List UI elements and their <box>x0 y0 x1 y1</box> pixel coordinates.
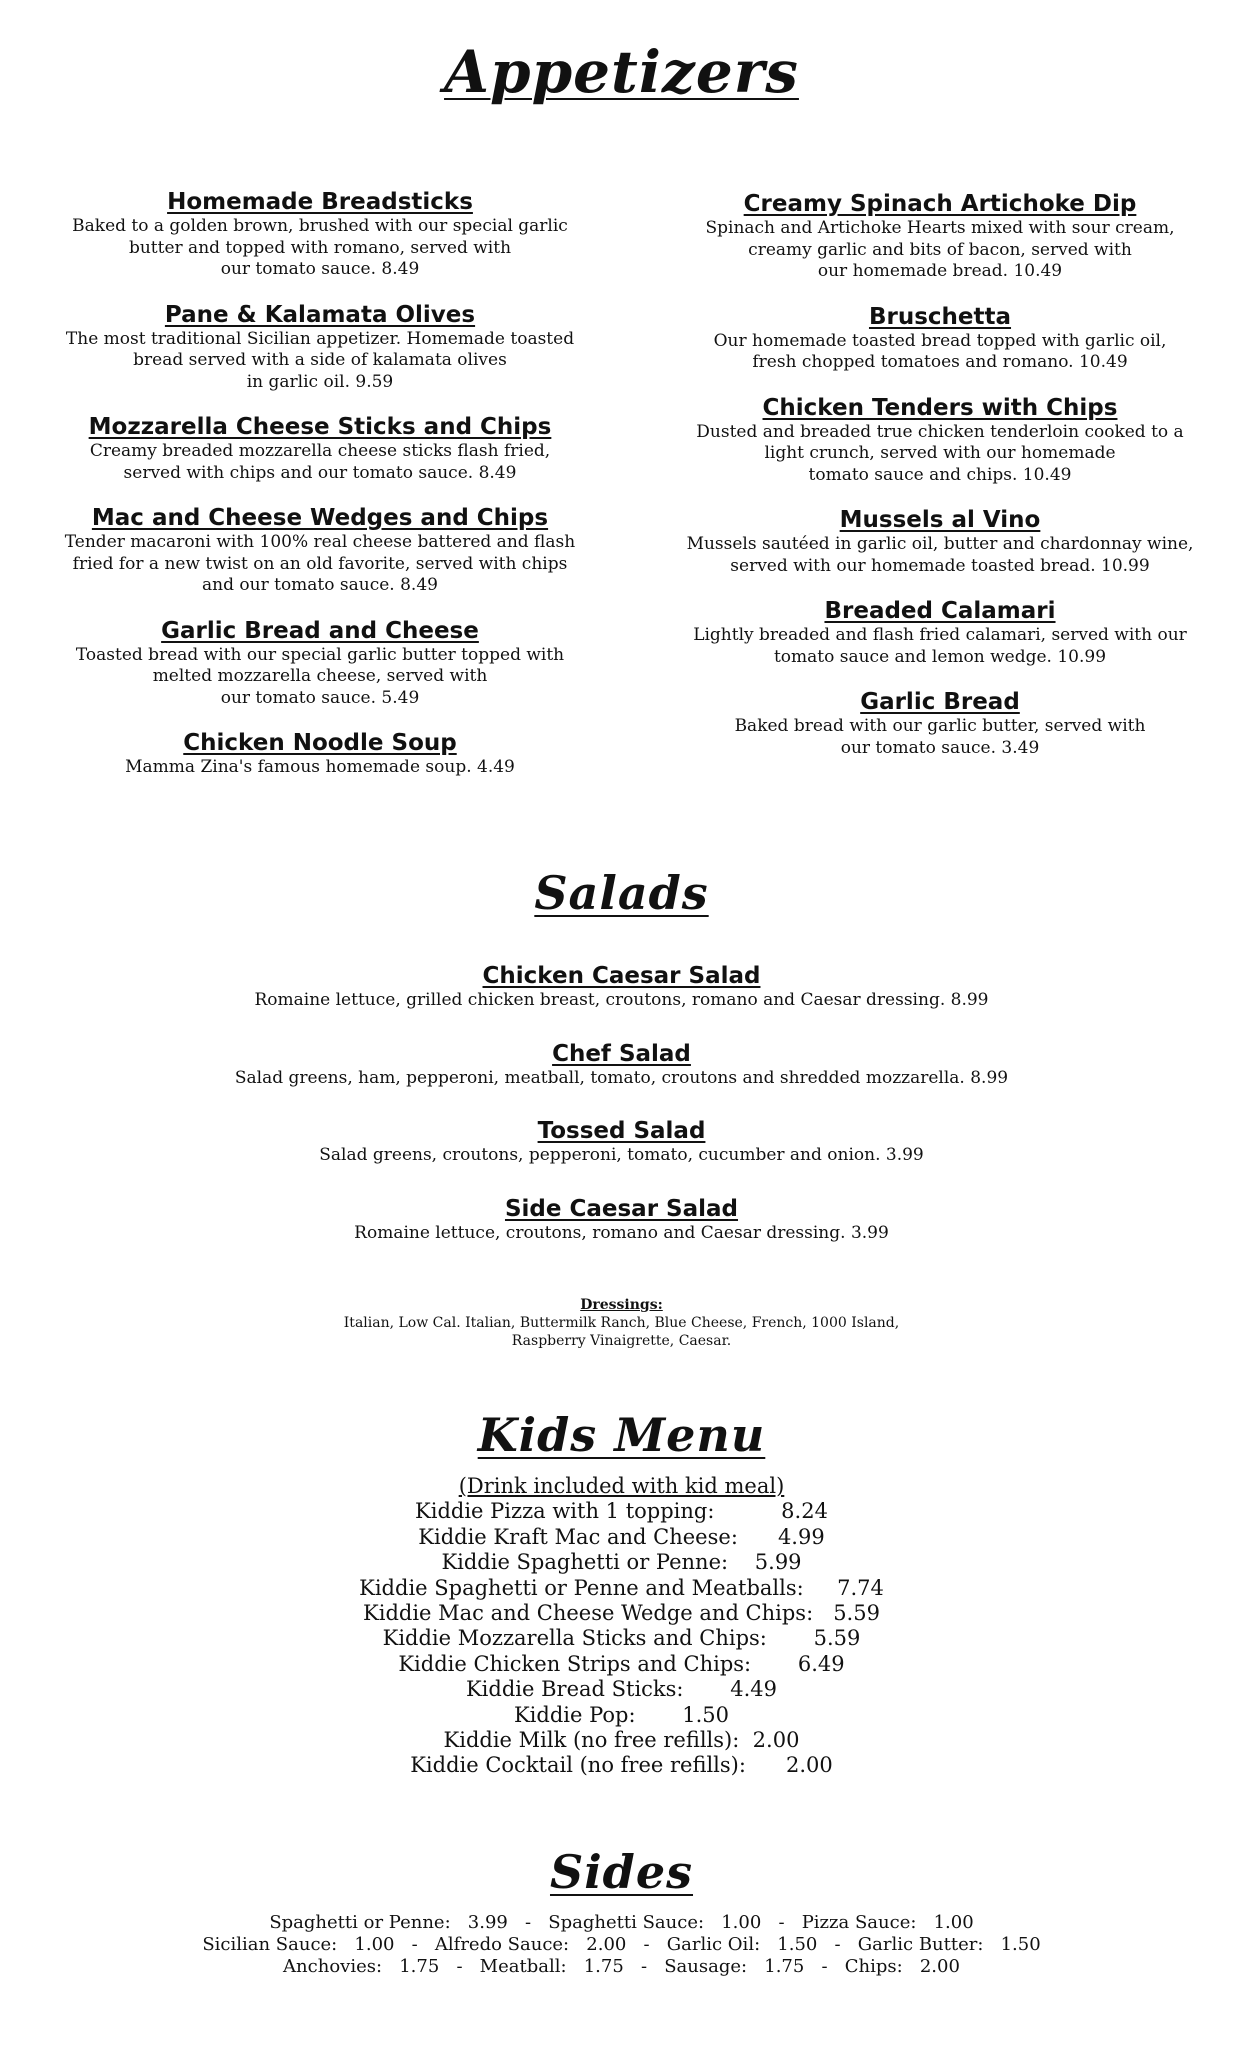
item-description: Creamy breaded mozzarella cheese sticks flash fried, served with chips and our tomato sauce. 8.49 <box>89 441 551 483</box>
kids-menu-item: Kiddie Bread Sticks: 4.49 <box>465 1677 777 1702</box>
item-description: Spinach and Artichoke Hearts mixed with sour cream, creamy garlic and bits of bacon, served with our homemade bread. 10.49 <box>705 218 1175 281</box>
menu-item <box>0 962 1243 1012</box>
kids-menu-item: Kiddie Chicken Strips and Chips: 6.49 <box>398 1651 845 1676</box>
kids-menu-item: Kiddie Milk (no free refills): 2.00 <box>443 1728 800 1753</box>
item-description: Our homemade toasted bread topped with garlic oil, fresh chopped tomatoes and romano. 10.49 <box>713 330 1167 372</box>
item-description: Lightly breaded and flash fried calamari, served with our tomato sauce and lemon wedge. 10.99 <box>693 625 1187 667</box>
menu-item <box>0 1040 1243 1090</box>
menu-item <box>40 729 600 779</box>
kids-menu-item: Kiddie Cocktail (no free refills): 2.00 <box>410 1753 833 1778</box>
item-description: Romaine lettuce, grilled chicken breast, croutons, romano and Caesar dressing. 8.99 <box>254 990 989 1010</box>
item-description: Romaine lettuce, croutons, romano and Caesar dressing. 3.99 <box>354 1222 889 1243</box>
item-description: Salad greens, croutons, pepperoni, tomato, cucumber and onion. 3.99 <box>319 1145 924 1165</box>
menu-item <box>660 303 1220 374</box>
item-description: Salad greens, ham, pepperoni, meatball, tomato, croutons and shredded mozzarella. 8.99 <box>234 1067 1009 1088</box>
item-name: Creamy Spinach Artichoke Dip <box>743 191 1137 217</box>
kids-menu-item: Kiddie Mac and Cheese Wedge and Chips: 5.59 <box>363 1601 880 1626</box>
menu-item <box>40 301 600 394</box>
kids-menu-item: Kiddie Spaghetti or Penne and Meatballs: 7.74 <box>359 1575 884 1600</box>
appetizers-heading: Appetizers <box>444 38 799 106</box>
sides-list <box>0 1912 1243 1978</box>
kids-menu-list <box>0 1474 1243 1779</box>
menu-item <box>40 188 600 281</box>
sides-row: Spaghetti or Penne: 3.99 - Spaghetti Sauce: 1.00 - Pizza Sauce: 1.00 <box>269 1912 974 1933</box>
item-name: Pane & Kalamata Olives <box>164 301 476 328</box>
menu-item <box>660 688 1220 759</box>
item-name: Mac and Cheese Wedges and Chips <box>91 505 549 531</box>
appetizers-right-column <box>660 190 1220 759</box>
appetizers-left-column <box>40 188 600 779</box>
item-name: Tossed Salad <box>537 1118 706 1144</box>
kids-menu-item: Kiddie Mozzarella Sticks and Chips: 5.59 <box>382 1626 861 1651</box>
menu-item <box>40 413 600 484</box>
menu-item <box>660 506 1220 577</box>
dressings-block <box>0 1296 1243 1350</box>
item-description: Mussels sautéed in garlic oil, butter and chardonnay wine, served with our homemade toasted bread. 10.99 <box>686 534 1194 576</box>
dressings-list: Italian, Low Cal. Italian, Buttermilk Ranch, Blue Cheese, French, 1000 Island, Raspberry Vinaigrette, Caesar. <box>343 1315 900 1349</box>
item-name: Garlic Bread and Cheese <box>161 617 479 644</box>
salads-list <box>0 962 1243 1272</box>
kids-menu-item: Kiddie Pop: 1.50 <box>513 1702 730 1727</box>
salads-heading: Salads <box>534 866 709 920</box>
item-name: Mozzarella Cheese Sticks and Chips <box>88 414 552 440</box>
kids-menu-item: Kiddie Spaghetti or Penne: 5.99 <box>441 1550 802 1575</box>
kids-menu-heading: Kids Menu <box>477 1408 766 1462</box>
sides-heading: Sides <box>549 1845 694 1899</box>
item-description: Baked bread with our garlic butter, served with our tomato sauce. 3.49 <box>734 716 1146 758</box>
sides-row: Sicilian Sauce: 1.00 - Alfredo Sauce: 2.00 - Garlic Oil: 1.50 - Garlic Butter: 1.50 <box>202 1934 1041 1955</box>
kids-menu-item: Kiddie Kraft Mac and Cheese: 4.99 <box>418 1524 825 1549</box>
item-name: Side Caesar Salad <box>504 1195 739 1222</box>
kids-menu-note: (Drink included with kid meal) <box>458 1474 785 1498</box>
item-description: Dusted and breaded true chicken tenderloin cooked to a light crunch, served with our homemade tomato sauce and chips. 10.49 <box>696 421 1184 485</box>
item-name: Chicken Noodle Soup <box>183 730 457 756</box>
kids-menu-item: Kiddie Pizza with 1 topping: 8.24 <box>415 1499 828 1524</box>
sides-row: Anchovies: 1.75 - Meatball: 1.75 - Sausage: 1.75 - Chips: 2.00 <box>283 1956 960 1977</box>
item-description: Baked to a golden brown, brushed with our special garlic butter and topped with romano, served with our tomato sauce. 8.49 <box>72 216 568 279</box>
item-name: Chicken Tenders with Chips <box>762 394 1118 421</box>
item-name: Mussels al Vino <box>839 507 1041 533</box>
item-name: Chicken Caesar Salad <box>482 963 761 989</box>
item-description: Mamma Zina's famous homemade soup. 4.49 <box>125 757 515 777</box>
menu-item <box>40 617 600 710</box>
item-name: Garlic Bread <box>860 689 1020 715</box>
item-description: Tender macaroni with 100% real cheese battered and flash fried for a new twist on an old favorite, served with chips and our tomato sauce. 8.49 <box>64 532 576 595</box>
dressings-label: Dressings: <box>580 1297 663 1313</box>
menu-item <box>660 394 1220 487</box>
menu-item <box>660 190 1220 283</box>
menu-item <box>0 1195 1243 1245</box>
item-name: Breaded Calamari <box>824 598 1056 624</box>
item-name: Chef Salad <box>552 1040 691 1067</box>
menu-item <box>40 504 600 597</box>
menu-item <box>0 1117 1243 1167</box>
item-name: Bruschetta <box>868 303 1012 330</box>
item-description: The most traditional Sicilian appetizer. Homemade toasted bread served with a side of kalamata olives in garlic oil. 9.59 <box>65 328 575 392</box>
menu-item <box>660 597 1220 668</box>
item-description: Toasted bread with our special garlic butter topped with melted mozzarella cheese, served with our tomato sauce. 5.49 <box>75 644 565 708</box>
item-name: Homemade Breadsticks <box>167 189 473 215</box>
